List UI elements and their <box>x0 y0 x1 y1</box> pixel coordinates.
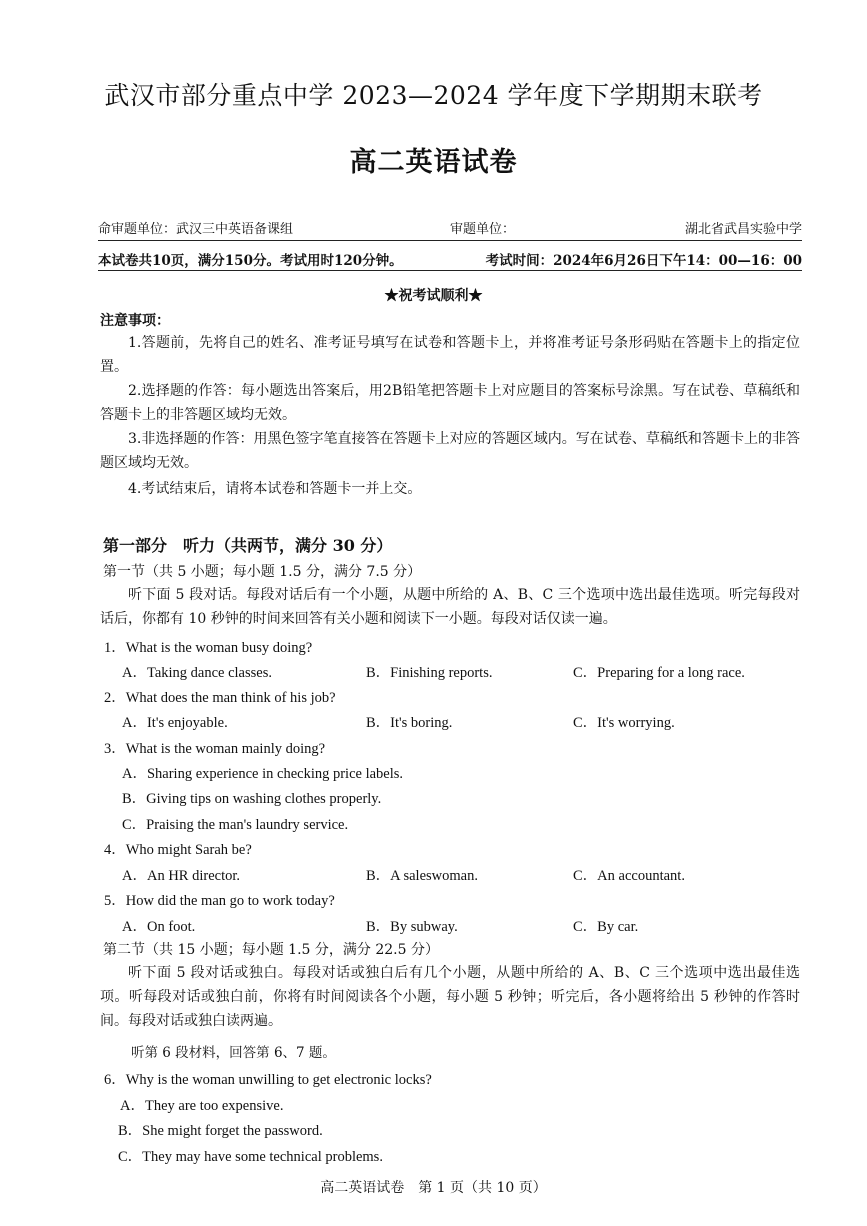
reviewer: 湖北省武昌实验中学 <box>684 222 802 237</box>
blessing: ★祝考试顺利★ <box>384 288 483 304</box>
question-option: A．On foot. <box>122 919 196 935</box>
section2-heading: 第二节（共 15 小题；每小题 1.5 分，满分 22.5 分） <box>103 942 439 958</box>
question-option: C．By car. <box>573 919 639 935</box>
notice-item: 3.非选择题的作答：用黑色签字笔直接答在答题卡上对应的答题区域内。写在试卷、草稿纸和答题卡上的非答题区域均无效。 <box>100 431 800 471</box>
exam-title: 武汉市部分重点中学 2023—2024 学年度下学期期末联考 <box>104 81 763 110</box>
section1-instructions: 听下面 5 段对话。每段对话后有一个小题，从题中所给的 A、B、C 三个选项中选出最佳选项。听完每段对话后，你都有 10 秒钟的时间来回答有关小题和阅读下一小题。每段对话仅读一遍。 <box>100 587 800 627</box>
question-stem: 6．Why is the woman unwilling to get electronic locks? <box>104 1072 432 1088</box>
exam-subtitle: 高二英语试卷 <box>349 147 518 178</box>
section2-instructions: 听下面 5 段对话或独白。每段对话或独白后有几个小题，从题中所给的 A、B、C 三个选项中选出最佳选项。听每段对话或独白前，你将有时间阅读各个小题，每小题 5 秒钟；听完后，各小题将给出 5 秒钟的作答时间。每段对话或独白读两遍。 <box>100 965 800 1029</box>
question-option: C．It's worrying. <box>573 715 675 731</box>
question-stem: 1．What is the woman busy doing? <box>104 640 313 656</box>
question-option: B．Giving tips on washing clothes properly. <box>122 791 382 807</box>
question-stem: 4．Who might Sarah be? <box>104 842 252 858</box>
question-stem: 2．What does the man think of his job? <box>104 690 336 706</box>
question-option: C．Praising the man's laundry service. <box>122 817 349 833</box>
question-option: A．They are too expensive. <box>120 1098 284 1114</box>
material-note: 听第 6 段材料，回答第 6、7 题。 <box>131 1045 336 1061</box>
compiler: 命审题单位：武汉三中英语备课组 <box>98 222 294 237</box>
notice-heading: 注意事项： <box>100 313 170 329</box>
question-option: A．It's enjoyable. <box>122 715 228 731</box>
exam-info: 本试卷共10页，满分150分。考试用时120分钟。 <box>98 253 403 269</box>
notice-item: 2.选择题的作答：每小题选出答案后，用2B铅笔把答题卡上对应题目的答案标号涂黑。写在试卷、草稿纸和答题卡上的非答题区域均无效。 <box>100 383 800 423</box>
exam-time: 考试时间：2024年6月26日下午14：00—16：00 <box>485 253 802 269</box>
section1-heading: 第一节（共 5 小题；每小题 1.5 分，满分 7.5 分） <box>103 564 422 580</box>
question-stem: 3．What is the woman mainly doing? <box>104 741 326 757</box>
reviewer-label: 审题单位： <box>450 222 516 237</box>
notice-item: 4.考试结束后，请将本试卷和答题卡一并上交。 <box>128 481 422 497</box>
question-option: B．By subway. <box>366 919 458 935</box>
question-option: B．Finishing reports. <box>366 665 493 681</box>
question-option: A．Sharing experience in checking price labels. <box>122 766 404 782</box>
part1-heading: 第一部分 听力（共两节，满分 30 分） <box>103 536 393 555</box>
question-option: B．A saleswoman. <box>366 868 478 884</box>
divider-top <box>98 240 802 241</box>
question-option: C．An accountant. <box>573 868 685 884</box>
question-option: A．An HR director. <box>122 868 240 884</box>
divider-bottom <box>98 270 802 271</box>
question-option: C．Preparing for a long race. <box>573 665 745 681</box>
notice-item: 1.答题前，先将自己的姓名、准考证号填写在试卷和答题卡上，并将准考证号条形码贴在答题卡上的指定位置。 <box>100 335 800 375</box>
question-option: B．She might forget the password. <box>118 1123 323 1139</box>
question-option: A．Taking dance classes. <box>122 665 272 681</box>
question-stem: 5．How did the man go to work today? <box>104 893 335 909</box>
question-option: C．They may have some technical problems. <box>118 1149 383 1165</box>
question-option: B．It's boring. <box>366 715 453 731</box>
page-footer: 高二英语试卷 第 1 页（共 10 页） <box>320 1180 547 1196</box>
